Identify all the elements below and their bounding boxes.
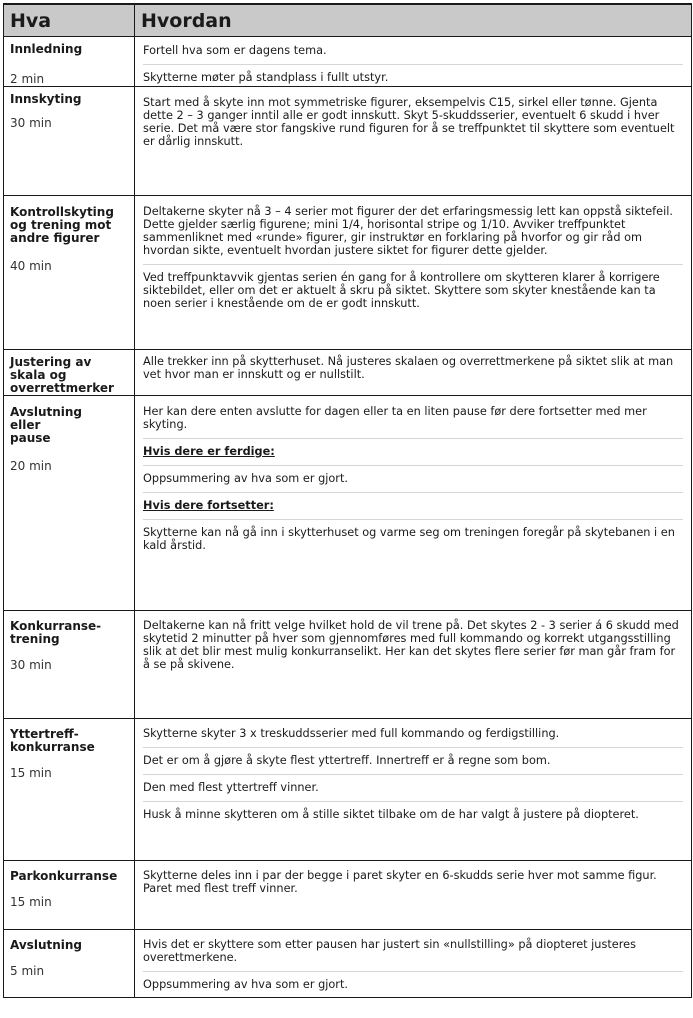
- divider: [143, 264, 683, 265]
- divider: [143, 774, 683, 775]
- subheading-done: Hvis dere er ferdige:: [143, 445, 275, 458]
- table-row: [4, 37, 692, 87]
- subheading-continue: Hvis dere fortsetter:: [143, 499, 274, 512]
- activity-title: Innskyting: [10, 92, 82, 106]
- activity-title: Kontrollskyting og trening mot andre figurer: [10, 205, 114, 245]
- table-row: [4, 930, 692, 998]
- activity-title: Avslutning: [10, 938, 83, 952]
- divider: [143, 64, 683, 65]
- activity-title: Avslutning eller pause: [10, 405, 83, 445]
- activity-title: Innledning: [10, 42, 83, 56]
- divider: [143, 747, 683, 748]
- activity-duration: 20 min: [10, 459, 52, 473]
- table-row: [4, 350, 692, 396]
- description: Skytterne kan nå gå inn i skytterhuset og varme seg om treningen foregår på skytebanen i en kald årstid.: [143, 526, 675, 552]
- header-hva: Hva: [4, 4, 135, 37]
- activity-duration: 40 min: [10, 259, 52, 273]
- description: Oppsummering av hva som er gjort.: [143, 472, 348, 485]
- table-row: [4, 196, 692, 350]
- divider: [143, 801, 683, 802]
- table-row: [4, 719, 692, 861]
- description: Deltakerne skyter nå 3 – 4 serier mot figurer der det erfaringsmessig lett kan oppstå siktefeil. Dette gjelder særlig figurene; mini 1/4, horisontal stripe og 1/10. Avviker treffpunktet sammenliknet med «runde» figurer, gir instruktør en forklaring på hvorfor og gir råd om hvordan sikte, eventuelt hvordan justere siktet for figurer dette gjelder.: [143, 205, 673, 257]
- activity-title: Parkonkurranse: [10, 869, 118, 883]
- description: Ved treffpunktavvik gjentas serien én gang for å kontrollere om skytteren klarer å korrigere siktebildet, eller om det er aktuelt å skru på siktet. Skyttere som skyter knestående kan ta noen serier i knestående om de er godt innskutt.: [143, 271, 660, 310]
- description: Hvis det er skyttere som etter pausen har justert sin «nullstilling» på diopteret justeres overettmerkene.: [143, 938, 636, 964]
- description: Alle trekker inn på skytterhuset. Nå justeres skalaen og overrettmerkene på siktet slik at man vet hvor man er innskutt og er nullstilt.: [143, 355, 674, 381]
- lesson-plan-table: [3, 3, 692, 998]
- description: Skytterne skyter 3 x treskuddsserier med full kommando og ferdigstilling.: [143, 727, 560, 740]
- activity-duration: 15 min: [10, 766, 52, 780]
- table-row: [4, 87, 692, 196]
- description: Den med flest yttertreff vinner.: [143, 781, 319, 794]
- activity-duration: 2 min: [10, 72, 45, 86]
- header-row: [4, 4, 692, 37]
- activity-title: Yttertreff-konkurranse: [10, 727, 95, 754]
- table-row: [4, 861, 692, 930]
- description: Fortell hva som er dagens tema.: [143, 44, 327, 57]
- description: Deltakerne kan nå fritt velge hvilket hold de vil trene på. Det skytes 2 - 3 serier á 6 skudd med skytetid 2 minutter på hver som gjennomføres med full kommando og korrekt utgangsstilling slik at det blir mest mulig konkurranselikt. Her kan det skytes flere serier før man går fram for å se på skivene.: [143, 619, 679, 671]
- description: Oppsummering av hva som er gjort.: [143, 978, 348, 991]
- table-row: [4, 396, 692, 611]
- divider: [143, 465, 683, 466]
- activity-title: Konkurranse-trening: [10, 619, 102, 646]
- activity-duration: 5 min: [10, 964, 45, 978]
- divider: [143, 438, 683, 439]
- header-hvordan: Hvordan: [135, 4, 692, 37]
- description: Skytterne møter på standplass i fullt utstyr.: [143, 71, 389, 84]
- activity-duration: 30 min: [10, 658, 52, 672]
- activity-title: Justering av skala og overrettmerker: [10, 355, 114, 395]
- activity-duration: 15 min: [10, 895, 52, 909]
- description: Her kan dere enten avslutte for dagen eller ta en liten pause før dere fortsetter med mer skyting.: [143, 405, 647, 431]
- divider: [143, 492, 683, 493]
- description: Det er om å gjøre å skyte flest yttertreff. Innertreff er å regne som bom.: [143, 754, 551, 767]
- table-row: [4, 611, 692, 719]
- description: Skytterne deles inn i par der begge i paret skyter en 6-skudds serie hver mot samme figur. Paret med flest treff vinner.: [143, 869, 657, 895]
- divider: [143, 519, 683, 520]
- divider: [143, 971, 683, 972]
- description: Start med å skyte inn mot symmetriske figurer, eksempelvis C15, sirkel eller tønne. Gjenta dette 2 – 3 ganger inntil alle er godt innskutt. Skyt 5-skuddsserier, eventuelt 6 skudd i hver serie. Det må være stor fangskive rund figuren for å se treffpunktet til skyttere som eventuelt er dårlig innskutt.: [143, 96, 675, 148]
- activity-duration: 30 min: [10, 116, 52, 130]
- description: Husk å minne skytteren om å stille siktet tilbake om de har valgt å justere på diopteret.: [143, 808, 639, 821]
